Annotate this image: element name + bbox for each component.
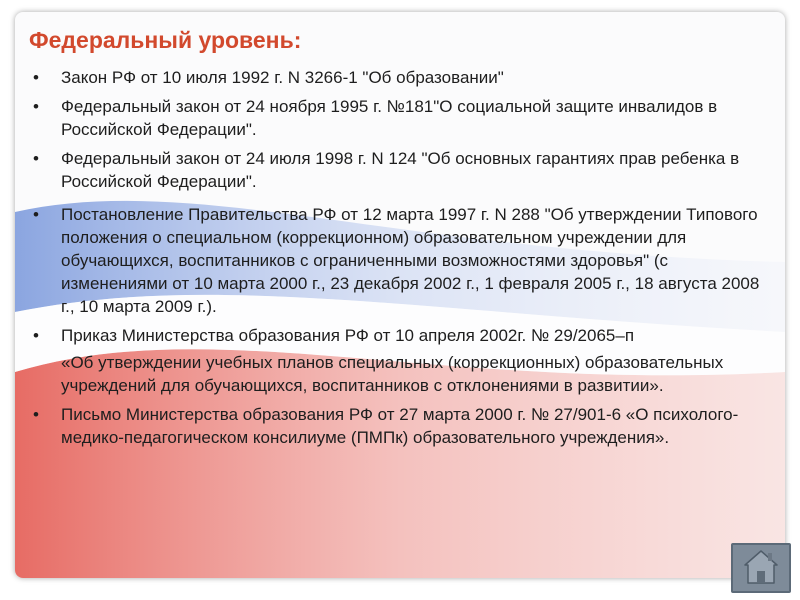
slide-title: Федеральный уровень: (29, 27, 302, 53)
slide-card (15, 12, 785, 578)
home-button[interactable] (731, 543, 791, 593)
list-item-text: Письмо Министерства образования РФ от 27 марта 2000 г. № 27/901-6 «О психолого-медико-педагогическом консилиуме (ПМПк) образовательного учреждения». (61, 405, 739, 447)
list-item-text: Постановление Правительства РФ от 12 марта 1997 г. N 288 "Об утверждении Типового положения о специальном (коррекционном) образовательном учреждении для обучающихся, воспитанников с ограниченными возможностями здоровья" (с изменениями от 10 марта 2000 г., 23 декабря 2002 г., 1 февраля 2005 г., 18 августа 2008 г., 10 марта 2009 г.). (61, 205, 760, 316)
bullet-icon: • (33, 97, 39, 116)
list-item-text: Федеральный закон от 24 ноября 1995 г. №181"О социальной защите инвалидов в Российской Федерации". (61, 97, 718, 139)
list-item-text: «Об утверждении учебных планов специальных (коррекционных) образовательных учреждений для обучающихся, воспитанников с отклонениями в развитии». (61, 353, 724, 395)
list-item (15, 203, 775, 318)
bullet-icon: • (33, 405, 39, 424)
list-item (15, 95, 775, 141)
bullet-icon: • (33, 326, 39, 345)
list-item-text: Федеральный закон от 24 июля 1998 г. N 124 "Об основных гарантиях прав ребенка в Российской Федерации". (61, 149, 740, 191)
bullet-icon: • (33, 205, 39, 224)
list-item-continuation (15, 351, 775, 397)
law-list (15, 66, 775, 449)
bullet-icon: • (33, 149, 39, 168)
list-item (15, 147, 775, 193)
list-item (15, 324, 775, 347)
home-icon (733, 545, 789, 591)
list-item (15, 66, 775, 89)
list-item-text: Приказ Министерства образования РФ от 10 апреля 2002г. № 29/2065–п (61, 326, 635, 345)
list-item-text: Закон РФ от 10 июля 1992 г. N 3266-1 "Об образовании" (61, 68, 504, 87)
bullet-icon: • (33, 68, 39, 87)
list-item (15, 403, 775, 449)
